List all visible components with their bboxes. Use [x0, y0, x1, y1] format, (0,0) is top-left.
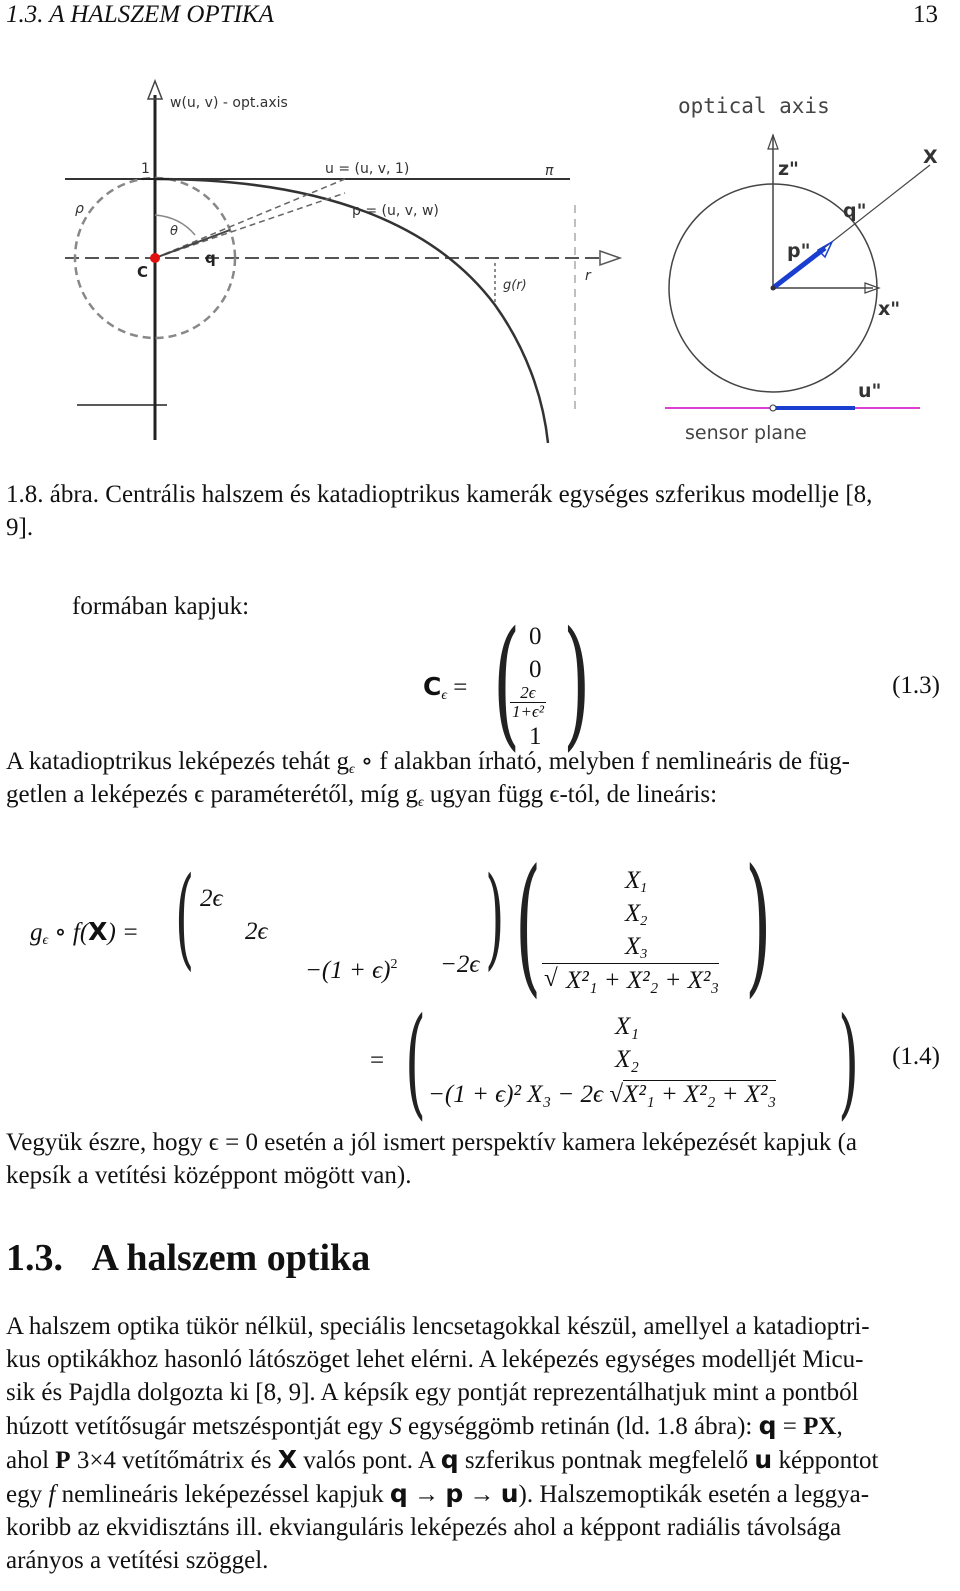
vector-x1: $X_1$: [625, 867, 648, 896]
c-subscript: ϵ: [441, 688, 447, 703]
q-label: q: [205, 249, 216, 267]
figure-caption-line2: 9].: [6, 514, 34, 541]
one-label: 1: [141, 161, 150, 177]
vec-entry-2: 0: [529, 656, 542, 683]
equation-1-3: $C_\epsilon$ = ( ) 0 0 $\frac{2\epsilon}{\text{1+ϵ²}}$ 1: [423, 602, 591, 765]
intro-text: formában kapjuk:: [72, 593, 250, 620]
u-label: u": [858, 380, 882, 402]
vec-entry-4: 1: [529, 723, 542, 750]
paragraph-2-line1: Vegyük észre, hogy ϵ = 0 esetén a jól ismert perspektív kamera leképezését kapjuk (a: [6, 1129, 857, 1156]
equation-1-4-line2: = ( X₁ X₂ −(1 + ϵ)² X₃ − 2ϵ √X²₁ + X²₂ + X²₃ ): [370, 993, 860, 1132]
paragraph-1-line1: A katadioptrikus leképezés tehát $g_\epsilon$ ∘ f alakban írható, melyben f nemlineáris de füg-: [6, 748, 851, 777]
optical-axis-title: optical axis: [678, 94, 830, 118]
running-header: [6, 0, 274, 30]
p-label: p = (u, v, w): [352, 203, 439, 219]
vector-x2: $X_2$: [625, 900, 648, 929]
x-label: x": [878, 298, 901, 320]
ray-q: [155, 230, 230, 258]
equation-number-1-4: (1.4): [892, 1043, 940, 1070]
q-label: q": [843, 200, 867, 222]
result-r3: −(1 + ϵ)² X₃ − 2ϵ √X²₁ + X²₂ + X²₃: [428, 1081, 777, 1108]
figure-caption-line1: 1.8. ábra. Centrális halszem és katadioptrikus kamerák egységes szferikus modellje [8,: [6, 481, 873, 508]
vector-x4-sqrt: √ X²₁ + X²₂ + X²₃: [542, 963, 719, 997]
matrix-m34: −2ϵ: [440, 951, 480, 978]
p-label: p": [787, 240, 811, 262]
rho-label: ρ: [75, 201, 84, 217]
matrix-m11: 2ϵ: [200, 885, 223, 912]
matrix-m33: $-(1 + \epsilon)^2$: [305, 957, 398, 984]
g-r-label: g(r): [503, 278, 527, 293]
result-r2: X₂: [615, 1046, 639, 1073]
vec-entry-1: 0: [529, 623, 542, 650]
c-symbol: C: [423, 672, 442, 701]
r-label: r: [585, 268, 591, 284]
paragraph-2-line2: kepsík a vetítési középpont mögött van).: [6, 1162, 412, 1189]
equals-sign: =: [453, 674, 468, 701]
section-title: A halszem optika: [91, 1237, 371, 1279]
matrix-m22: 2ϵ: [245, 918, 268, 945]
paragraph-1-line2: getlen a leképezés ϵ paraméterétől, míg $g_\epsilon$ ugyan függ ϵ-tól, de lineáris:: [6, 781, 718, 810]
ray-u: [155, 179, 345, 258]
vector-x3: $X_3$: [625, 933, 648, 962]
equation-1-4-line1: $g_\epsilon$ ∘ f(X) = ( 2ϵ 2ϵ $-(1 + \epsilon)^2$ −2ϵ ) ( $X_1$ $X_2$ $X_3$ √ X²₁ + X²₂ + X²₃ ): [30, 838, 772, 1012]
equation-number-1-3: (1.3): [892, 672, 940, 699]
sensor-plane-label: sensor plane: [685, 422, 807, 444]
header-section: 1.3. A HALSZEM OPTIKA: [6, 1, 274, 28]
x-point-label: X: [923, 146, 938, 168]
fisheye-model-figure: [55, 75, 645, 445]
theta-label: θ: [170, 224, 178, 239]
w-label: w(u, v) - opt.axis: [170, 95, 288, 111]
page-number: 13: [913, 1, 938, 28]
r-axis-arrow: [600, 251, 620, 265]
u-label: u = (u, v, 1): [325, 161, 410, 177]
pi-label: π: [545, 163, 554, 179]
center-point-c: [150, 253, 160, 263]
z-label: z": [778, 158, 799, 180]
section-heading: [6, 1236, 370, 1280]
c-label: C: [137, 263, 149, 281]
vec-entry-3: $\frac{2\epsilon}{\text{1+ϵ²}}$: [512, 683, 544, 721]
sphere-model-figure: [660, 85, 945, 450]
result-r1: X₁: [615, 1013, 639, 1040]
section-number: 1.3.: [6, 1237, 63, 1279]
paragraph-3: A halszem optika tükör nélkül, speciális lencsetagokkal készül, amellyel a katadioptri- kus optikákhoz hasonló látószöget lehet elérni. A leképezés egységes modelljét Micu- sik és Pajdla dolgozta ki [8, 9]. A képsík egy pontját reprezentálhatjuk mint a pontból húzott vetítősugár metszéspontját egy S egységgömb retinán (ld. 1.8 ábra): q = PX, ahol P 3×4 vetítőmátrix és X valós pont. A q szferikus pontnak megfelelő u képpontot egy f nemlineáris leképezéssel kapjuk q → p → u). Halszemoptikák esetén a leggya- koribb az ekvidisztáns ill. ekvianguláris leképezés ahol a képpont radiális távolsága arányos a vetítési szöggel.: [6, 1313, 879, 1574]
